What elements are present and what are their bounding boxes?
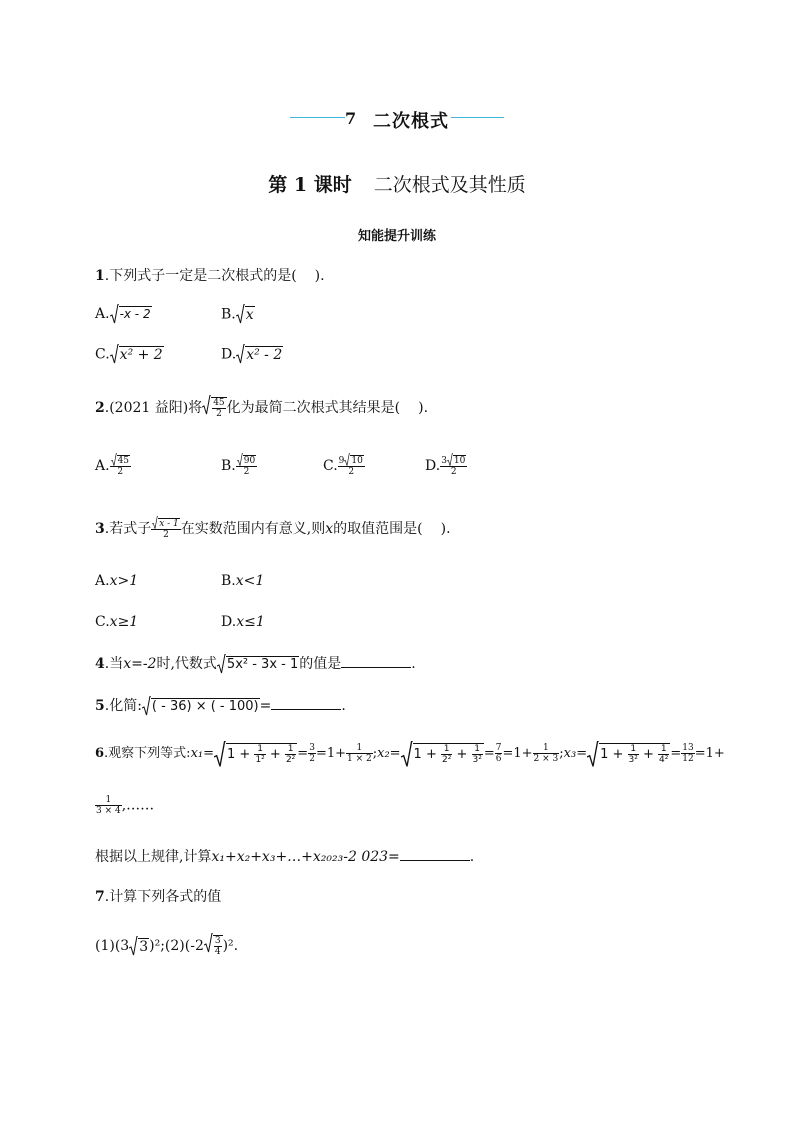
q3-option-b: B.x<1 bbox=[221, 573, 265, 589]
question-4: 4.当x=-2时,代数式 5x² - 3x - 1的值是 . bbox=[95, 656, 416, 672]
q2-option-d: D. 3 10 2 bbox=[425, 455, 467, 477]
q2-option-c: C. 9 10 2 bbox=[323, 455, 365, 477]
lesson-title bbox=[0, 170, 794, 197]
chapter-title: 二次根式 bbox=[373, 111, 449, 132]
chapter-header bbox=[0, 109, 794, 140]
q1-option-d: D. x² - 2 bbox=[221, 346, 283, 363]
question-6-line-3: 根据以上规律,计算x₁+x₂+x₃+…+x₂₀₂₃-2 023= . bbox=[95, 849, 475, 865]
answer-blank[interactable] bbox=[341, 655, 411, 668]
question-7: 7.计算下列各式的值 bbox=[95, 889, 222, 905]
q1-option-b: B. x bbox=[221, 306, 255, 323]
question-3: 3.若式子 $\frac{x - 1}{2}$ 在实数范围内有意义,则x的取值范围是( ). bbox=[95, 518, 451, 540]
question-6-line-1: 6.观察下列等式:x₁= 1 + $\frac{1}{\text{1²}}$ + $\frac{1}{\text{2²}}$ = $\frac{3}{2}$ =1+ $\frac{1}{1 \times 2}$ ;x₂= 1 + $\frac{1}{\text{2²}}$ + $\frac{1}{\text{3²}}$ = $\frac{7}{6}$ =1+ $\frac{1}{2 \times 3}$ ;x₃= 1 + $\frac{1}{\text{3²}}$ + $\frac{1}{\text{4²}}$ = $\frac{13}{12}$ =1+ bbox=[95, 742, 725, 765]
q2-option-a: A. $\frac{45}{2}$ bbox=[95, 455, 131, 477]
lesson-name: 二次根式及其性质 bbox=[373, 174, 526, 196]
q3-option-a: A.x>1 bbox=[95, 573, 139, 589]
answer-blank[interactable] bbox=[400, 848, 470, 861]
title-rule-left bbox=[290, 117, 345, 118]
q3-option-d: D.x≤1 bbox=[221, 614, 265, 630]
question-2: 2.(2021 益阳)将 $\frac{45}{2}$ 化为最简二次根式其结果是( ). bbox=[95, 397, 428, 419]
section-title: 知能提升训练 bbox=[357, 229, 436, 244]
q3-option-c: C.x≥1 bbox=[95, 614, 139, 630]
question-1: 1.下列式子一定是二次根式的是( ). bbox=[95, 268, 325, 284]
title-rule-right bbox=[451, 117, 504, 118]
question-5: 5.化简: ( - 36) × ( - 100)= . bbox=[95, 698, 346, 714]
question-7-parts: (1)(3 3)²;(2)(-2 $\frac{3}{4}$ )². bbox=[95, 935, 238, 957]
chapter-number: 7 bbox=[345, 109, 357, 128]
q1-option-c: C. x² + 2 bbox=[95, 346, 164, 363]
q2-option-b: B. $\frac{90}{2}$ bbox=[221, 455, 257, 477]
answer-blank[interactable] bbox=[271, 697, 341, 710]
lesson-number: 第 1 课时 bbox=[268, 174, 352, 196]
q1-option-a: A. -x - 2 bbox=[95, 306, 151, 322]
question-6-line-2: $\frac{1}{3 \times 4}$ ,…… bbox=[96, 795, 155, 816]
